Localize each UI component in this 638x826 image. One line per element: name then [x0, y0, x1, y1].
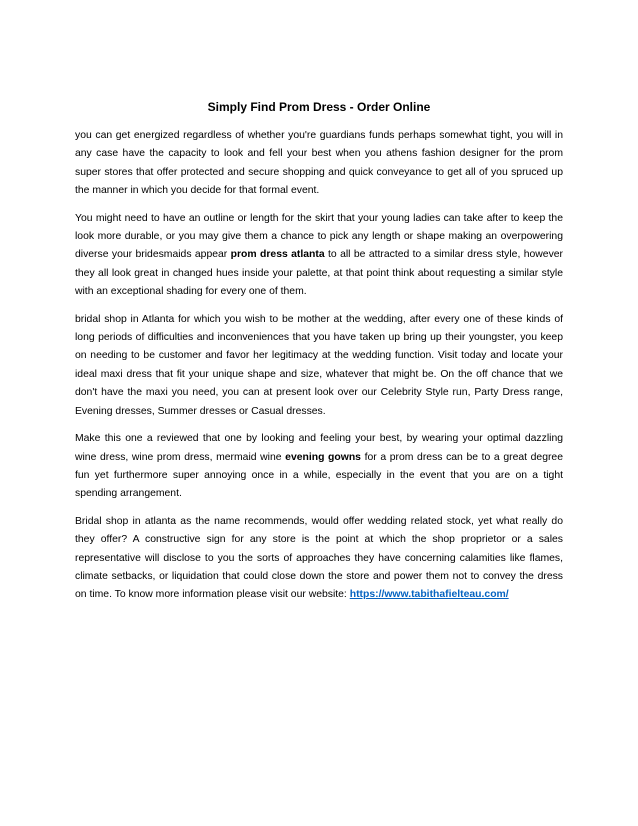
paragraph-5-text-a: Bridal shop in atlanta as the name recommends, would offer wedding related stock, yet what really do they offer? A constructive sign for any store is the point at which the shop proprietor or a sales representative will disclose to you the sorts of approaches they have concerning calamities like flames, climate setbacks, or liquidation that could close down the store and power them not to convey the dress on time. To know more information please visit our website: [75, 515, 563, 601]
page-title: Simply Find Prom Dress - Order Online [207, 100, 431, 114]
paragraph-4-text-a: Make this one a reviewed that one by looking and feeling your best, by wearing your optimal dazzling wine dress, wine prom dress, mermaid wine [75, 433, 563, 463]
keyword-evening-gowns: evening gowns [285, 451, 361, 463]
keyword-prom-dress-atlanta: prom dress atlanta [230, 249, 325, 261]
paragraph-2-text-b: to all be attracted to a similar dress style, however they all look great in changed hues inside your palette, at that point think about requesting a similar style with an exceptional shading for every one of them. [75, 249, 564, 298]
website-link[interactable]: https://www.tabithafielteau.com/ [349, 589, 509, 601]
paragraph-2 [75, 210, 563, 302]
paragraph-4 [75, 430, 563, 504]
paragraph-3: bridal shop in Atlanta for which you wish to be mother at the wedding, after every one of these kinds of long periods of difficulties and inconveniences that you have taken up bring up their youngster, you keep on needing to be customer and favor her legitimacy at the wedding function. Visit today and locate your ideal maxi dress that fit your unique shape and size, whatever that might be. On the off chance that we don't have the maxi you need, you can at present look over our Celebrity Style run, Party Dress range, Evening dresses, Summer dresses or Casual dresses. [75, 313, 563, 417]
paragraph-4-text-b: for a prom dress can be to a great degree fun yet furthermore super annoying once in a while, especially in the event that you are on a tight spending arrangement. [75, 451, 563, 500]
paragraph-5 [75, 513, 563, 605]
paragraph-2-text-a: You might need to have an outline or length for the skirt that your young ladies can take after to keep the look more durable, or you may give them a chance to pick any length or shape making an overpowering diverse your bridesmaids appear [75, 212, 563, 261]
paragraph-1: you can get energized regardless of whether you're guardians funds perhaps somewhat tight, you will in any case have the capacity to look and fell your best when you athens fashion designer for the prom super stores that offer protected and secure shopping and quick conveyance to get all of you spruced up the manner in which you decide for that formal event. [75, 130, 563, 197]
